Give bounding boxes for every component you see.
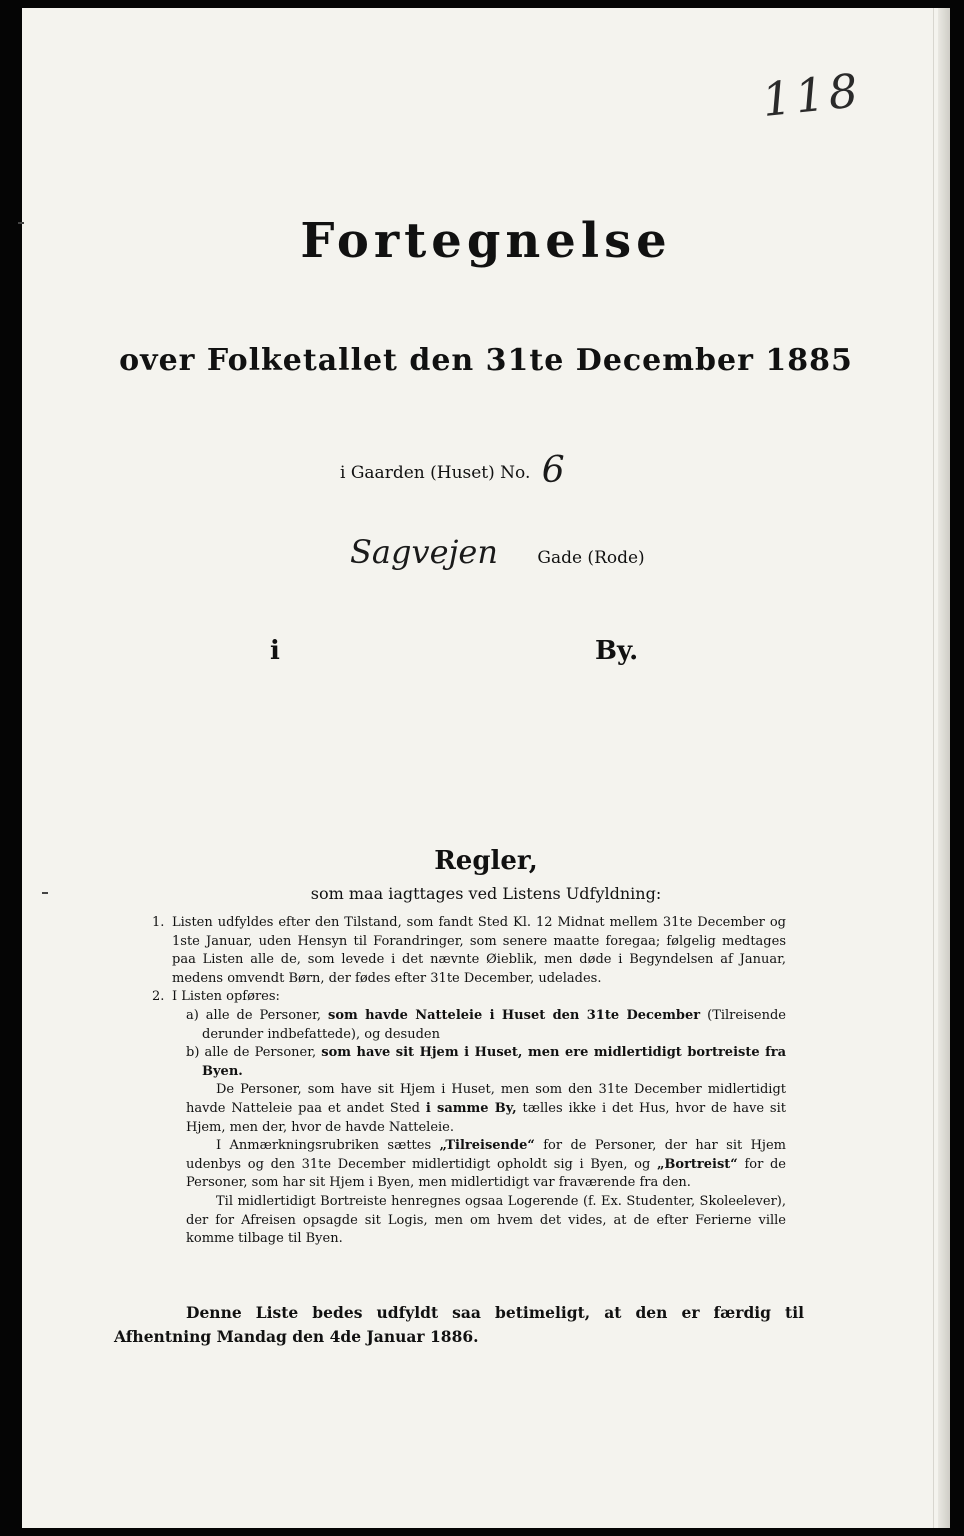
rule-number: 2. [152, 989, 165, 1005]
rule-emphasis: „Bortreist“ [656, 1156, 738, 1172]
rule-text: I Anmærkningsrubriken sættes [216, 1138, 432, 1154]
rule-2-paragraph-3 [172, 1193, 786, 1249]
rule-2 [152, 988, 786, 1248]
rule-text: Listen udfyldes efter den Tilstand, som fandt Sted Kl. 12 Midnat mellem 31te December og 1ste Januar, uden Hensyn til Forandringer, som senere maatte foregaa; følgelig medtages paa Listen alle de, som levede i det nævnte Øieblik, men døde i Begyndelsen af Januar, medens omvendt Børn, der fødes efter 31te December, udelades. [172, 915, 786, 986]
rule-2-item-b [172, 1044, 786, 1081]
rule-emphasis: „Tilreisende“ [439, 1138, 535, 1154]
street-name-value: Sagvejen [350, 533, 498, 571]
street-label: Gade (Rode) [537, 548, 645, 568]
collection-notice: Denne Liste bedes udfyldt saa betimeligt, at den er færdig til Afhentning Mandag den 4de Januar 1886. [114, 1303, 804, 1346]
rules-body [152, 914, 786, 1249]
archive-reference-number: 118 [759, 62, 865, 128]
rule-text: (Tilreisende derunder indbefattede), og desuden [202, 1007, 787, 1042]
city-suffix: By. [595, 636, 639, 666]
form-subtitle: over Folketallet den 31te December 1885 [119, 343, 853, 378]
rule-2-item-a [172, 1007, 786, 1044]
house-number-field [340, 446, 565, 491]
rule-2-paragraph-2 [172, 1137, 786, 1193]
street-field [350, 533, 645, 571]
rule-text: a) alle de Personer, [186, 1007, 322, 1023]
house-label: i Gaarden (Huset) No. [340, 463, 531, 483]
rule-text: tælles ikke i det Hus, hvor de have sit Hjem, men der, hvor de havde Natteleie. [186, 1100, 786, 1135]
rule-text: De Personer, som have sit Hjem i Huset, men som den 31te December midlertidigt havde Natteleie paa et andet Sted [186, 1082, 786, 1116]
rule-text: for de Personer, der har sit Hjem udenbys og den 31te December midlertidigt opholdt sig i Byen, og [186, 1138, 786, 1172]
rule-emphasis: som have sit Hjem i Huset, men ere midlertidigt bortreiste fra Byen. [202, 1045, 786, 1079]
rules-heading: Regler, [434, 846, 538, 876]
rule-emphasis: i samme By, [425, 1100, 517, 1116]
form-title: Fortegnelse [300, 213, 672, 269]
rule-2-intro: I Listen opføres: [172, 989, 280, 1005]
rule-text: for de Personer, som har sit Hjem i Byen, men midlertidigt var fraværende fra den. [186, 1156, 786, 1191]
rules-subheading: som maa iagttages ved Listens Udfyldning: [310, 884, 662, 903]
rule-text: Til midlertidigt Bortreiste henregnes ogsaa Logerende (f. Ex. Studenter, Skoleelever), der for Afreisen opsagde sit Logis, men om hvem det vides, at de efter Ferierne ville komme tilbage til Byen. [186, 1193, 786, 1247]
rule-number: 1. [152, 915, 165, 930]
house-number-value: 6 [541, 450, 565, 491]
rule-text: b) alle de Personer, [186, 1045, 317, 1061]
rule-1 [152, 914, 786, 988]
census-form-page [22, 8, 950, 1528]
rule-2-paragraph-1 [172, 1081, 786, 1137]
rule-emphasis: som havde Natteleie i Huset den 31te December [328, 1007, 701, 1023]
city-prefix: i [270, 636, 280, 666]
